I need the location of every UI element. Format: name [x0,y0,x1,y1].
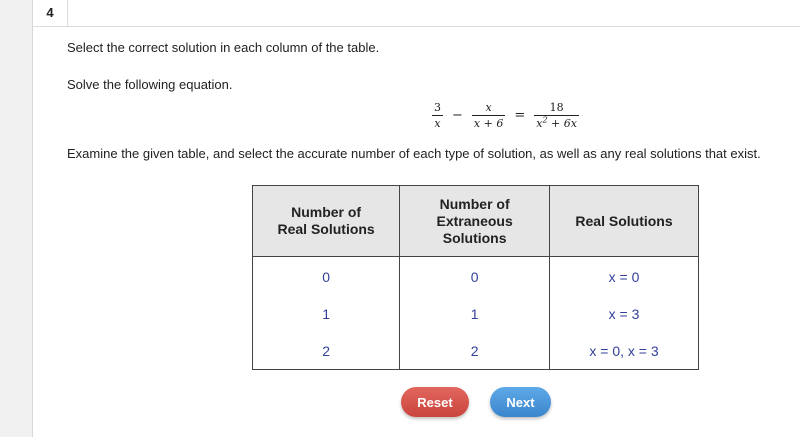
fraction-x-over-x-plus-6: $\frac{x}{x + 6}$ [473,100,504,130]
option-real-count-1[interactable]: 1 [253,295,400,332]
fraction-18-over-x2-plus-6x: $\frac{18}{x^2 + 6x}$ [536,100,577,130]
option-solution-x0-x3[interactable]: x = 0, x = 3 [550,332,699,370]
instruction-select: Select the correct solution in each column of the table. [67,40,380,55]
question-card [32,0,800,437]
table-row [253,332,699,370]
header-extraneous-solutions-count: Number of Extraneous Solutions [400,186,550,257]
table-row [253,257,699,296]
equation [428,98,583,132]
instruction-examine: Examine the given table, and select the accurate number of each type of solution, as well as any real solutions that exist. [67,146,761,161]
header-real-solutions: Real Solutions [550,186,699,257]
minus-sign: − [452,107,463,123]
table-row [253,295,699,332]
next-button[interactable]: Next [490,387,551,417]
fraction-3-over-x: $\frac{3}{x}$ [434,100,441,130]
header-real-solutions-count: Number of Real Solutions [253,186,400,257]
solution-table [252,185,699,370]
option-extraneous-count-1[interactable]: 1 [400,295,550,332]
question-header [33,0,800,27]
question-number: 4 [33,0,68,26]
option-solution-x0[interactable]: x = 0 [550,257,699,296]
instruction-solve: Solve the following equation. [67,77,233,92]
equals-sign: = [514,107,526,123]
option-extraneous-count-0[interactable]: 0 [400,257,550,296]
option-solution-x3[interactable]: x = 3 [550,295,699,332]
option-extraneous-count-2[interactable]: 2 [400,332,550,370]
reset-button[interactable]: Reset [401,387,469,417]
option-real-count-0[interactable]: 0 [253,257,400,296]
option-real-count-2[interactable]: 2 [253,332,400,370]
